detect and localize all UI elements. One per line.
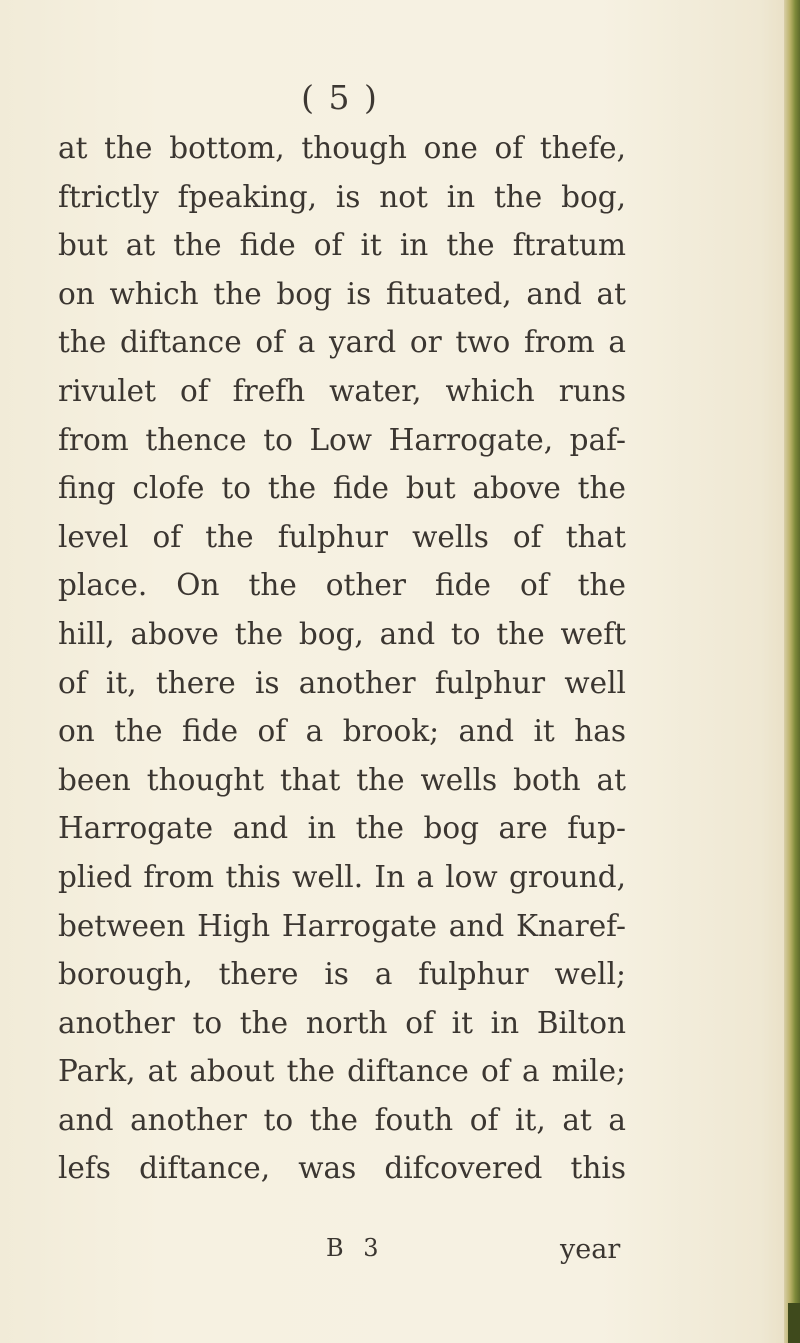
text-line: but at the fide of it in the ftratum bbox=[58, 228, 626, 263]
text-line: hill, above the bog, and to the weft bbox=[58, 616, 626, 651]
catchword: year bbox=[560, 1234, 621, 1265]
text-line: the diftance of a yard or two from a bbox=[58, 325, 626, 360]
text-line: at the bottom, though one of thefe, bbox=[58, 131, 626, 165]
text-line: on which the bog is fituated, and at bbox=[58, 276, 626, 311]
text-line: lefs diftance, was difcovered this bbox=[58, 1151, 626, 1186]
signature-mark: B 3 bbox=[326, 1234, 385, 1262]
page-footer bbox=[0, 1234, 800, 1278]
text-line: fing clofe to the fide but above the bbox=[58, 471, 626, 506]
text-line: from thence to Low Harrogate, paf- bbox=[58, 422, 626, 457]
page-binding-spot bbox=[788, 1303, 800, 1343]
text-line: rivulet of frefh water, which runs bbox=[58, 373, 626, 408]
page-number-header: ( 5 ) bbox=[301, 78, 379, 117]
text-line: Harrogate and in the bog are fup- bbox=[58, 811, 626, 846]
text-line: level of the fulphur wells of that bbox=[58, 519, 626, 554]
text-line: and another to the fouth of it, at a bbox=[58, 1102, 626, 1137]
text-line: of it, there is another fulphur well bbox=[58, 665, 626, 700]
page-binding-edge bbox=[784, 0, 800, 1343]
text-line: been thought that the wells both at bbox=[58, 762, 626, 797]
text-line: plied from this well. In a low ground, bbox=[58, 859, 626, 894]
text-line: on the fide of a brook; and it has bbox=[58, 714, 626, 749]
text-line: borough, there is a fulphur well; bbox=[58, 957, 626, 992]
body-text bbox=[58, 124, 626, 1193]
text-line: between High Harrogate and Knaref- bbox=[58, 908, 626, 943]
text-line: ftrictly fpeaking, is not in the bog, bbox=[58, 179, 626, 214]
text-line: Park, at about the diftance of a mile; bbox=[58, 1054, 626, 1089]
text-line: place. On the other fide of the bbox=[58, 568, 626, 603]
text-line: another to the north of it in Bilton bbox=[58, 1005, 626, 1040]
